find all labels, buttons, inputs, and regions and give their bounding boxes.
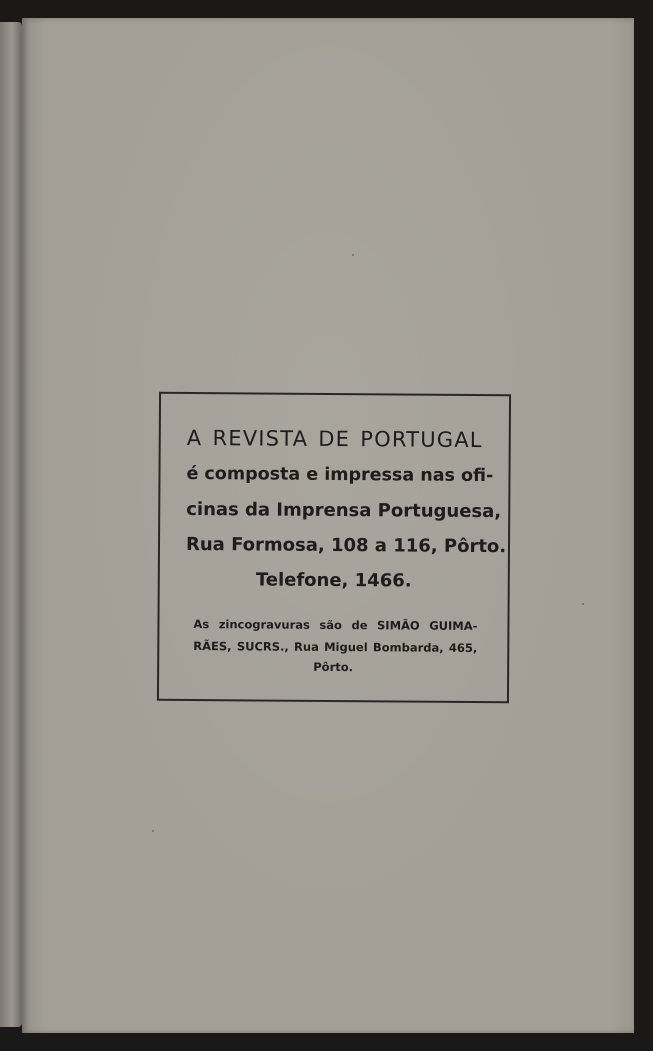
imprint-line-2: é composta e impressa nas ofi- [186,463,494,487]
engravings-note-line-1: As zincogravuras são de SIMÃO GUIMA- [193,617,478,634]
imprint-line-3: cinas da Imprensa Portuguesa, [186,498,502,523]
left-page-edge [0,22,22,1027]
paper-speck [352,254,354,256]
page [22,18,634,1033]
engravings-note-line-3: Pôrto. [313,659,354,675]
paper-speck [152,830,154,832]
imprint-box [157,392,511,703]
imprint-title: A REVISTA DE PORTUGAL [186,425,483,453]
engravings-note-line-2: RÃES, SUCRS., Rua Miguel Bombarda, 465, [193,639,478,656]
imprint-telephone: Telefone, 1466. [255,569,412,592]
imprint-address: Rua Formosa, 108 a 116, Pôrto. [185,533,507,558]
paper-speck [582,603,584,605]
